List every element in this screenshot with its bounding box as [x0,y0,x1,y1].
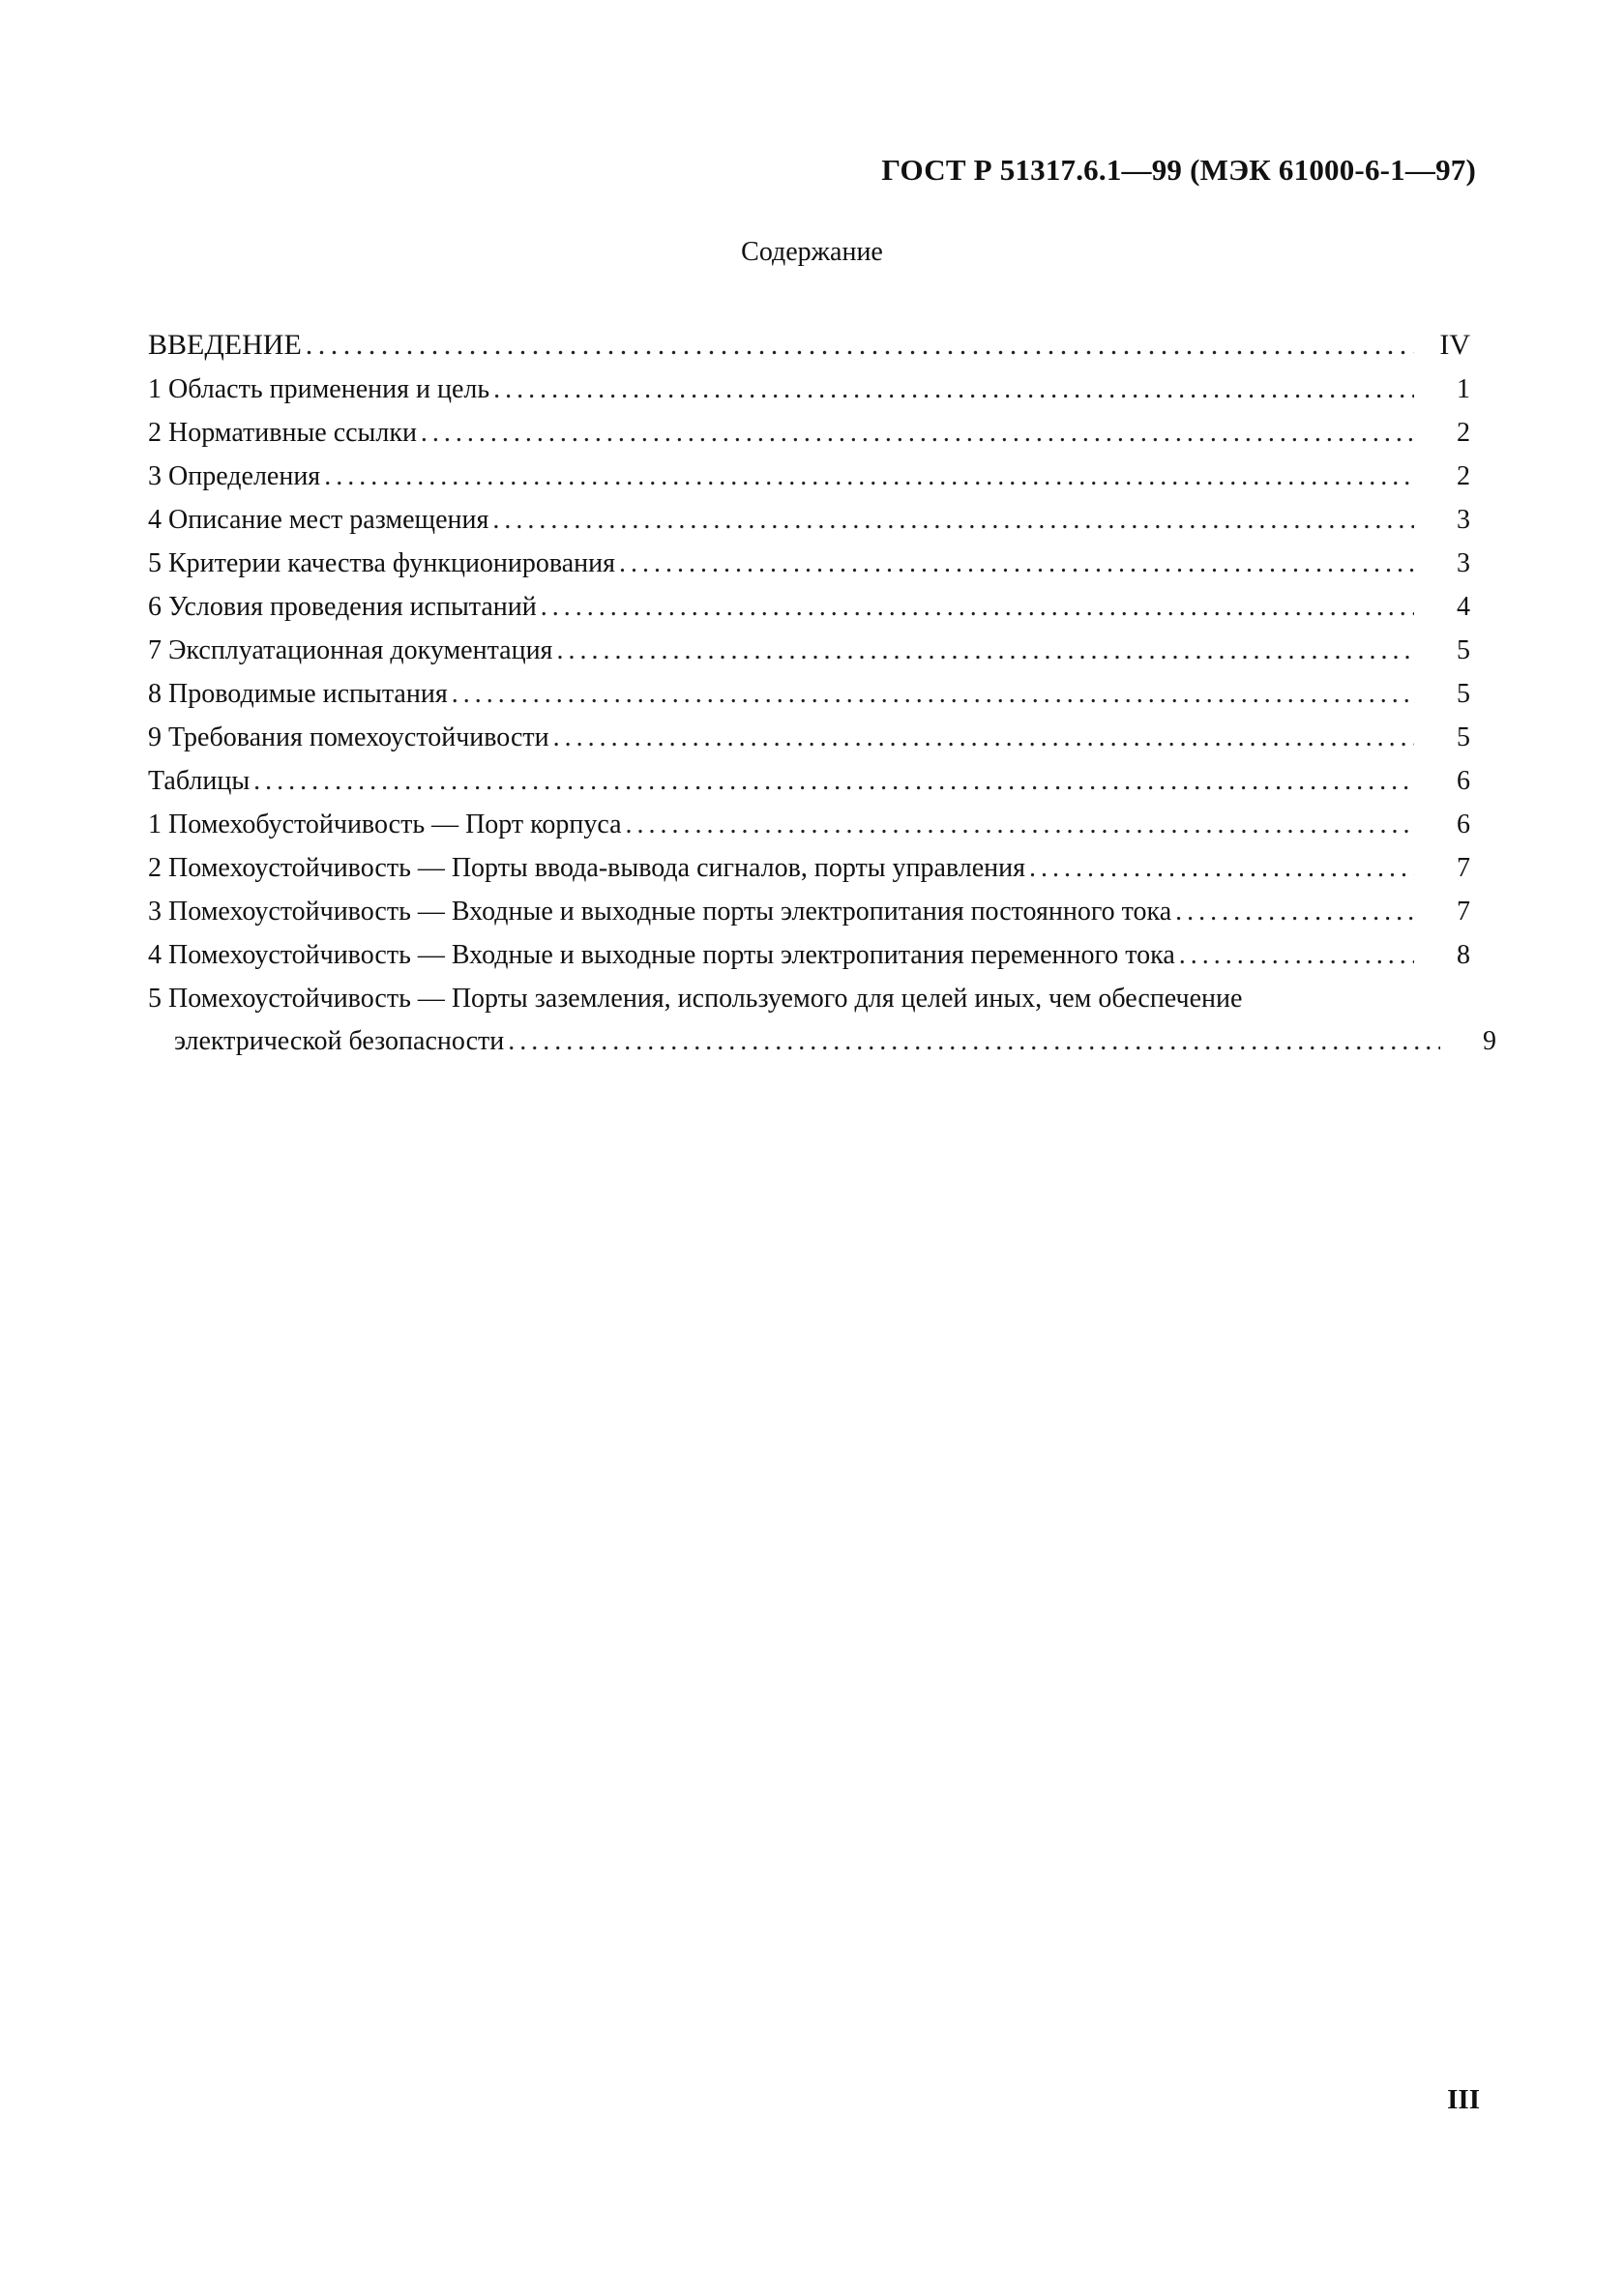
dot-leader [493,368,1414,411]
toc-entry-locations[interactable] [148,499,1470,543]
dot-leader [452,673,1414,716]
toc-entry-page: 4 [1457,592,1470,622]
toc-entry-table-5[interactable] [148,978,1496,1063]
toc-entry-page: 1 [1457,374,1470,404]
toc-entry-label: 2 Помехоустойчивость — Порты ввода-вывода сигналов, порты управления [148,853,1026,883]
dot-leader [553,717,1414,759]
toc-entry-page: 6 [1457,809,1470,839]
toc-entry-normative-references[interactable] [148,412,1470,456]
toc-entry-page: 7 [1457,853,1470,883]
toc-entry-table-3[interactable] [148,891,1470,934]
toc-entry-page: 5 [1457,635,1470,665]
toc-entry-page: 3 [1457,548,1470,578]
toc-entry-label: Таблицы [148,766,251,796]
toc-entry-page: 2 [1457,418,1470,448]
toc-entry-page: 5 [1457,722,1470,752]
dot-leader [556,630,1414,672]
dot-leader [306,324,1414,367]
toc-entry-label: 1 Область применения и цель [148,374,490,404]
toc-entry-page: 3 [1457,505,1470,535]
toc-entry-page: 7 [1457,897,1470,927]
dot-leader [1179,934,1414,977]
toc-title: Содержание [741,237,883,267]
dot-leader [626,804,1414,846]
toc-entry-label-continued: электрической безопасности [174,1026,505,1056]
dot-leader [1029,847,1414,890]
toc-entry-label: 6 Условия проведения испытаний [148,592,537,622]
toc-entry-immunity-requirements[interactable] [148,717,1470,760]
toc-entry-tests[interactable] [148,673,1470,717]
toc-entry-page: 6 [1457,766,1470,796]
toc-entry-introduction[interactable] [148,324,1470,368]
toc-entry-label: 5 Критерии качества функционирования [148,548,616,578]
dot-leader [253,760,1414,803]
toc-entry-scope[interactable] [148,368,1470,412]
toc-entry-label: 7 Эксплуатационная документация [148,635,553,665]
toc-entry-test-conditions[interactable] [148,586,1470,630]
dot-leader [619,543,1414,585]
toc-entry-page: 2 [1457,461,1470,491]
toc-entry-label: 2 Нормативные ссылки [148,418,417,448]
toc-entry-page: IV [1439,329,1470,361]
toc-entry-table-2[interactable] [148,847,1470,891]
toc-entry-label: ВВЕДЕНИЕ [148,329,302,361]
toc-entry-page: 8 [1457,940,1470,970]
toc-entry-label: 4 Помехоустойчивость — Входные и выходные порты электропитания переменного тока [148,940,1175,970]
toc-entry-definitions[interactable] [148,456,1470,499]
page-number: III [1447,2084,1480,2115]
dot-leader [324,456,1414,498]
toc-entry-label: 1 Помехобустойчивость — Порт корпуса [148,809,622,839]
toc-entry-table-1[interactable] [148,804,1470,847]
toc-entry-documentation[interactable] [148,630,1470,673]
toc-entry-label: 3 Определения [148,461,321,491]
toc-entry-page: 9 [1483,1026,1496,1056]
dot-leader [421,412,1414,455]
dot-leader [541,586,1414,629]
toc-entry-label: 3 Помехоустойчивость — Входные и выходные порты электропитания постоянного тока [148,897,1172,927]
toc-entry-label: 4 Описание мест размещения [148,505,489,535]
toc-entry-tables[interactable] [148,760,1470,804]
document-header: ГОСТ Р 51317.6.1—99 (МЭК 61000-6-1—97) [881,153,1476,187]
dot-leader [1175,891,1414,933]
toc-entry-table-4[interactable] [148,934,1470,978]
toc-entry-label: 5 Помехоустойчивость — Порты заземления, используемого для целей иных, чем обеспечение [148,984,1243,1014]
toc-entry-performance-criteria[interactable] [148,543,1470,586]
dot-leader [492,499,1414,542]
toc-entry-label: 8 Проводимые испытания [148,679,448,709]
toc-entry-label: 9 Требования помехоустойчивости [148,722,549,752]
table-of-contents [148,324,1496,1063]
toc-entry-page: 5 [1457,679,1470,709]
dot-leader [508,1020,1440,1063]
